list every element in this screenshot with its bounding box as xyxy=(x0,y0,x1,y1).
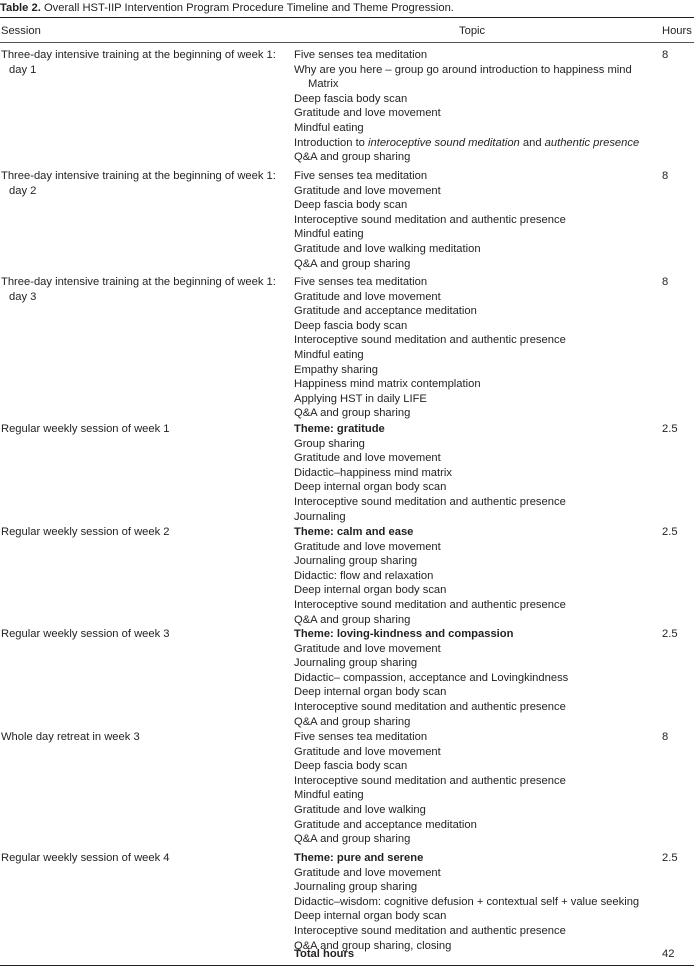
topic-item: Journaling group sharing xyxy=(294,657,418,670)
theme-title: Theme: pure and serene xyxy=(294,852,424,864)
topic-item: Interoceptive sound meditation and authentic presence xyxy=(294,924,566,937)
caption-label: Table 2. xyxy=(0,2,41,14)
session-line-1: Three-day intensive training at the beginning of week 1: xyxy=(1,276,276,288)
header-session: Session xyxy=(1,25,41,37)
topic-item: Gratitude and love movement xyxy=(294,107,441,120)
topic-item: Group sharing xyxy=(294,437,365,450)
topic-item: Applying HST in daily LIFE xyxy=(294,392,427,405)
intro-italic-sound: interoceptive sound meditation xyxy=(368,136,520,149)
session-cell xyxy=(1,730,289,745)
table-row xyxy=(0,730,694,851)
total-hours-value: 42 xyxy=(662,948,675,960)
theme-title: Theme: calm and ease xyxy=(294,526,414,538)
session-line-2: day 1 xyxy=(9,63,37,76)
topic-item: Gratitude and love walking meditation xyxy=(294,242,481,255)
hours-cell: 2.5 xyxy=(662,852,678,864)
table-row xyxy=(0,275,694,422)
topic-item: Gratitude and love movement xyxy=(294,866,441,879)
topic-item: Interoceptive sound meditation and authentic presence xyxy=(294,334,566,347)
topic-item: Q&A and group sharing xyxy=(294,613,411,626)
topic-item: Journaling group sharing xyxy=(294,881,418,894)
topic-item: Deep fascia body scan xyxy=(294,199,408,212)
topic-item: Gratitude and love movement xyxy=(294,452,441,465)
session-cell xyxy=(1,422,289,437)
topic-item: Q&A and group sharing xyxy=(294,715,411,728)
topic-cell xyxy=(294,730,644,847)
topic-item: Gratitude and love movement xyxy=(294,184,441,197)
session-line-1: Three-day intensive training at the beginning of week 1: xyxy=(1,49,276,61)
hours-cell: 8 xyxy=(662,731,669,743)
bottom-rule xyxy=(0,965,694,966)
topic-cell xyxy=(294,525,644,627)
topic-cell xyxy=(294,275,644,421)
hours-cell: 8 xyxy=(662,49,669,61)
topic-item: Interoceptive sound meditation and authentic presence xyxy=(294,213,566,226)
session-line-1: Regular weekly session of week 3 xyxy=(1,628,170,640)
intro-and: and xyxy=(519,136,545,149)
topic-item: Gratitude and acceptance meditation xyxy=(294,818,477,831)
intro-prefix: Introduction to xyxy=(294,136,369,149)
session-line-1: Regular weekly session of week 2 xyxy=(1,526,170,538)
caption-text: Overall HST-IIP Intervention Program Procedure Timeline and Theme Progression. xyxy=(43,2,454,14)
hours-cell: 8 xyxy=(662,170,669,182)
topic-item: Q&A and group sharing xyxy=(294,833,411,846)
topic-item: Five senses tea meditation xyxy=(294,49,428,61)
table-row xyxy=(0,525,694,627)
topic-cell xyxy=(294,169,644,271)
hours-cell: 2.5 xyxy=(662,526,678,538)
topic-cell xyxy=(294,422,644,524)
topic-item: Q&A and group sharing xyxy=(294,257,411,270)
topic-item: Deep internal organ body scan xyxy=(294,481,447,494)
hours-cell: 8 xyxy=(662,276,669,288)
topic-item: Journaling xyxy=(294,510,346,523)
topic-item: Gratitude and love movement xyxy=(294,540,441,553)
topic-item: Mindful eating xyxy=(294,348,364,361)
hours-cell: 2.5 xyxy=(662,423,678,435)
table-caption xyxy=(0,1,694,15)
topic-item: Didactic– compassion, acceptance and Lovingkindness xyxy=(294,671,569,684)
topic-item: Q&A and group sharing xyxy=(294,407,411,420)
topic-item: Mindful eating xyxy=(294,228,364,241)
topic-item: Mindful eating xyxy=(294,789,364,802)
topic-item: Deep internal organ body scan xyxy=(294,584,447,597)
session-line-1: Three-day intensive training at the beginning of week 1: xyxy=(1,170,276,182)
session-cell xyxy=(1,48,289,77)
topic-item: Happiness mind matrix contemplation xyxy=(294,378,481,391)
topic-item: Q&A and group sharing, closing xyxy=(294,939,452,952)
topic-item: Mindful eating xyxy=(294,121,364,134)
session-cell xyxy=(1,851,289,866)
topic-item: Interoceptive sound meditation and authentic presence xyxy=(294,495,566,508)
topic-item: Five senses tea meditation xyxy=(294,170,428,182)
header-topic: Topic xyxy=(459,25,486,37)
hours-cell: 2.5 xyxy=(662,628,678,640)
session-cell xyxy=(1,627,289,642)
theme-title: Theme: loving-kindness and compassion xyxy=(294,628,514,640)
topic-item: Deep fascia body scan xyxy=(294,319,408,332)
intro-italic-presence: authentic presence xyxy=(544,136,640,149)
header-rule xyxy=(0,42,694,43)
topic-item: Deep internal organ body scan xyxy=(294,686,447,699)
top-rule xyxy=(0,17,694,18)
topic-item: Didactic–happiness mind matrix xyxy=(294,466,452,479)
theme-title: Theme: gratitude xyxy=(294,423,385,435)
topic-item: Matrix xyxy=(308,78,339,91)
topic-item-introduction xyxy=(294,136,644,151)
topic-item: Interoceptive sound meditation and authentic presence xyxy=(294,598,566,611)
topic-item: Didactic: flow and relaxation xyxy=(294,569,434,582)
topic-item: Didactic–wisdom: cognitive defusion + contextual self + value seeking xyxy=(294,895,640,908)
topic-item: Gratitude and love movement xyxy=(294,290,441,303)
topic-cell xyxy=(294,851,644,953)
total-hours-label: Total hours xyxy=(294,948,355,960)
topic-item: Five senses tea meditation xyxy=(294,731,428,743)
topic-item: Journaling group sharing xyxy=(294,555,418,568)
session-line-1: Whole day retreat in week 3 xyxy=(1,731,140,743)
session-line-2: day 3 xyxy=(9,290,37,303)
topic-item: Interoceptive sound meditation and authentic presence xyxy=(294,700,566,713)
table-body xyxy=(0,48,694,954)
topic-item: Q&A and group sharing xyxy=(294,151,411,164)
session-cell xyxy=(1,525,289,540)
session-cell xyxy=(1,169,289,198)
topic-item: Deep fascia body scan xyxy=(294,92,408,105)
topic-item: Interoceptive sound meditation and authentic presence xyxy=(294,774,566,787)
table-row xyxy=(0,169,694,275)
session-line-1: Regular weekly session of week 1 xyxy=(1,423,170,435)
topic-item: Gratitude and love movement xyxy=(294,745,441,758)
topic-item: Deep fascia body scan xyxy=(294,760,408,773)
topic-item: Empathy sharing xyxy=(294,363,378,376)
topic-item: Why are you here – group go around introduction to happiness mind xyxy=(294,63,632,76)
topic-item: Gratitude and acceptance meditation xyxy=(294,305,477,318)
session-line-2: day 2 xyxy=(9,184,37,197)
table-row xyxy=(0,627,694,730)
session-line-1: Regular weekly session of week 4 xyxy=(1,852,170,864)
topic-item: Five senses tea meditation xyxy=(294,276,428,288)
topic-item: Gratitude and love movement xyxy=(294,642,441,655)
topic-cell xyxy=(294,48,644,165)
topic-cell xyxy=(294,627,644,729)
session-cell xyxy=(1,275,289,304)
header-hours: Hours xyxy=(662,25,692,37)
table-row xyxy=(0,48,694,169)
table-row xyxy=(0,851,694,954)
topic-item: Gratitude and love walking xyxy=(294,803,426,816)
table-row xyxy=(0,422,694,525)
topic-item: Deep internal organ body scan xyxy=(294,910,447,923)
